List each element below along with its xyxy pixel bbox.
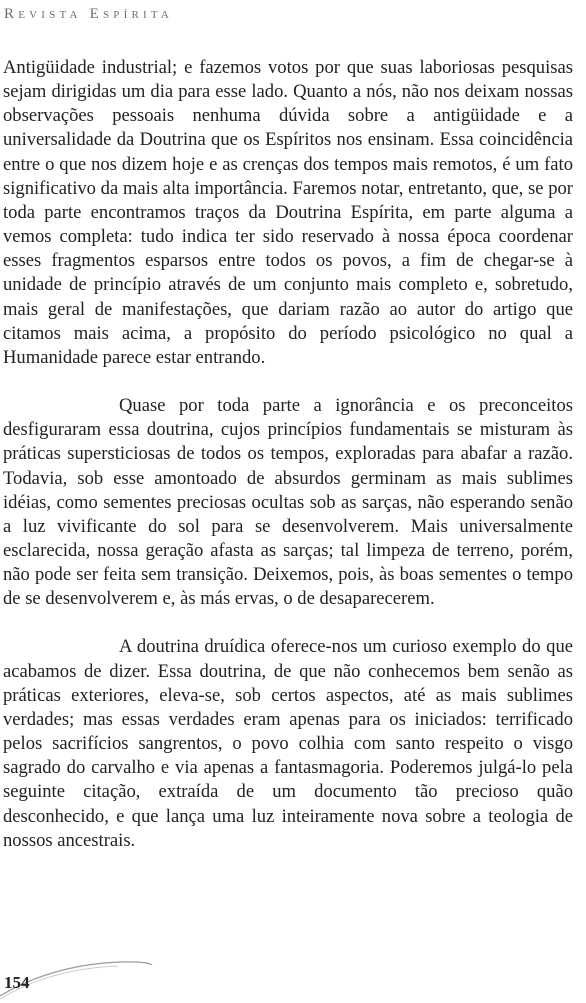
page-footer <box>0 958 586 1003</box>
body-text <box>3 56 573 853</box>
paragraph: Quase por toda parte a ignorância e os preconceitos desfiguraram essa doutrina, cujos princípios fundamentais se misturam às práticas supersticiosas de todos os tempos, exploradas para abafar a razão. Todavia, sob esse amontoado de absurdos germinam as mais sublimes idéias, como sementes preciosas ocultas sob as sarças, não esperando senão a luz vivificante do sol para se desenvolverem. Mais universalmente esclarecida, nossa geração afasta as sarças; tal limpeza de terreno, porém, não pode ser feita sem transição. Deixemos, pois, às boas sementes o tempo de se desenvolverem e, às más ervas, o de desaparecerem. <box>3 395 573 610</box>
paragraph: Antigüidade industrial; e fazemos votos por que suas laboriosas pesquisas sejam dirigidas um dia para esse lado. Quanto a nós, não nos deixam nossas observações pessoais nenhuma dúvida sobre a antigüidade e a universalidade da Doutrina que os Espíritos nos ensinam. Essa coincidência entre o que nos dizem hoje e as crenças dos tempos mais remotos, é um fato significativo da mais alta importância. Faremos notar, entretanto, que, se por toda parte encontramos traços da Doutrina Espírita, em parte alguma a vemos completa: tudo indica ter sido reservado à nossa época coordenar esses fragmentos esparsos entre todos os povos, a fim de chegar-se à unidade de princípio através de um conjunto mais completo e, sobretudo, mais geral de manifestações, que dariam razão ao autor do artigo que citamos mais acima, a propósito do período psicológico no qual a Humanidade parece estar entrando. <box>3 57 573 368</box>
page-number: 154 <box>4 973 30 992</box>
paragraph: A doutrina druídica oferece-nos um curioso exemplo do que acabamos de dizer. Essa doutrina, de que não conhecemos bem senão as práticas exteriores, eleva-se, sob certos aspectos, até as mais sublimes verdades; mas essas verdades eram apenas para os iniciados: terrificado pelos sacrifícios sangrentos, o povo colhia com santo respeito o visgo sagrado do carvalho e via apenas a fantasmagoria. Poderemos julgá-lo pela seguinte citação, extraída de um documento tão precioso quão desconhecido, e que lança uma luz inteiramente nova sobre a teologia de nossos ancestrais. <box>3 636 573 851</box>
footer-swoosh-ornament <box>0 958 586 1003</box>
running-header: Revista Espírita <box>4 6 174 22</box>
